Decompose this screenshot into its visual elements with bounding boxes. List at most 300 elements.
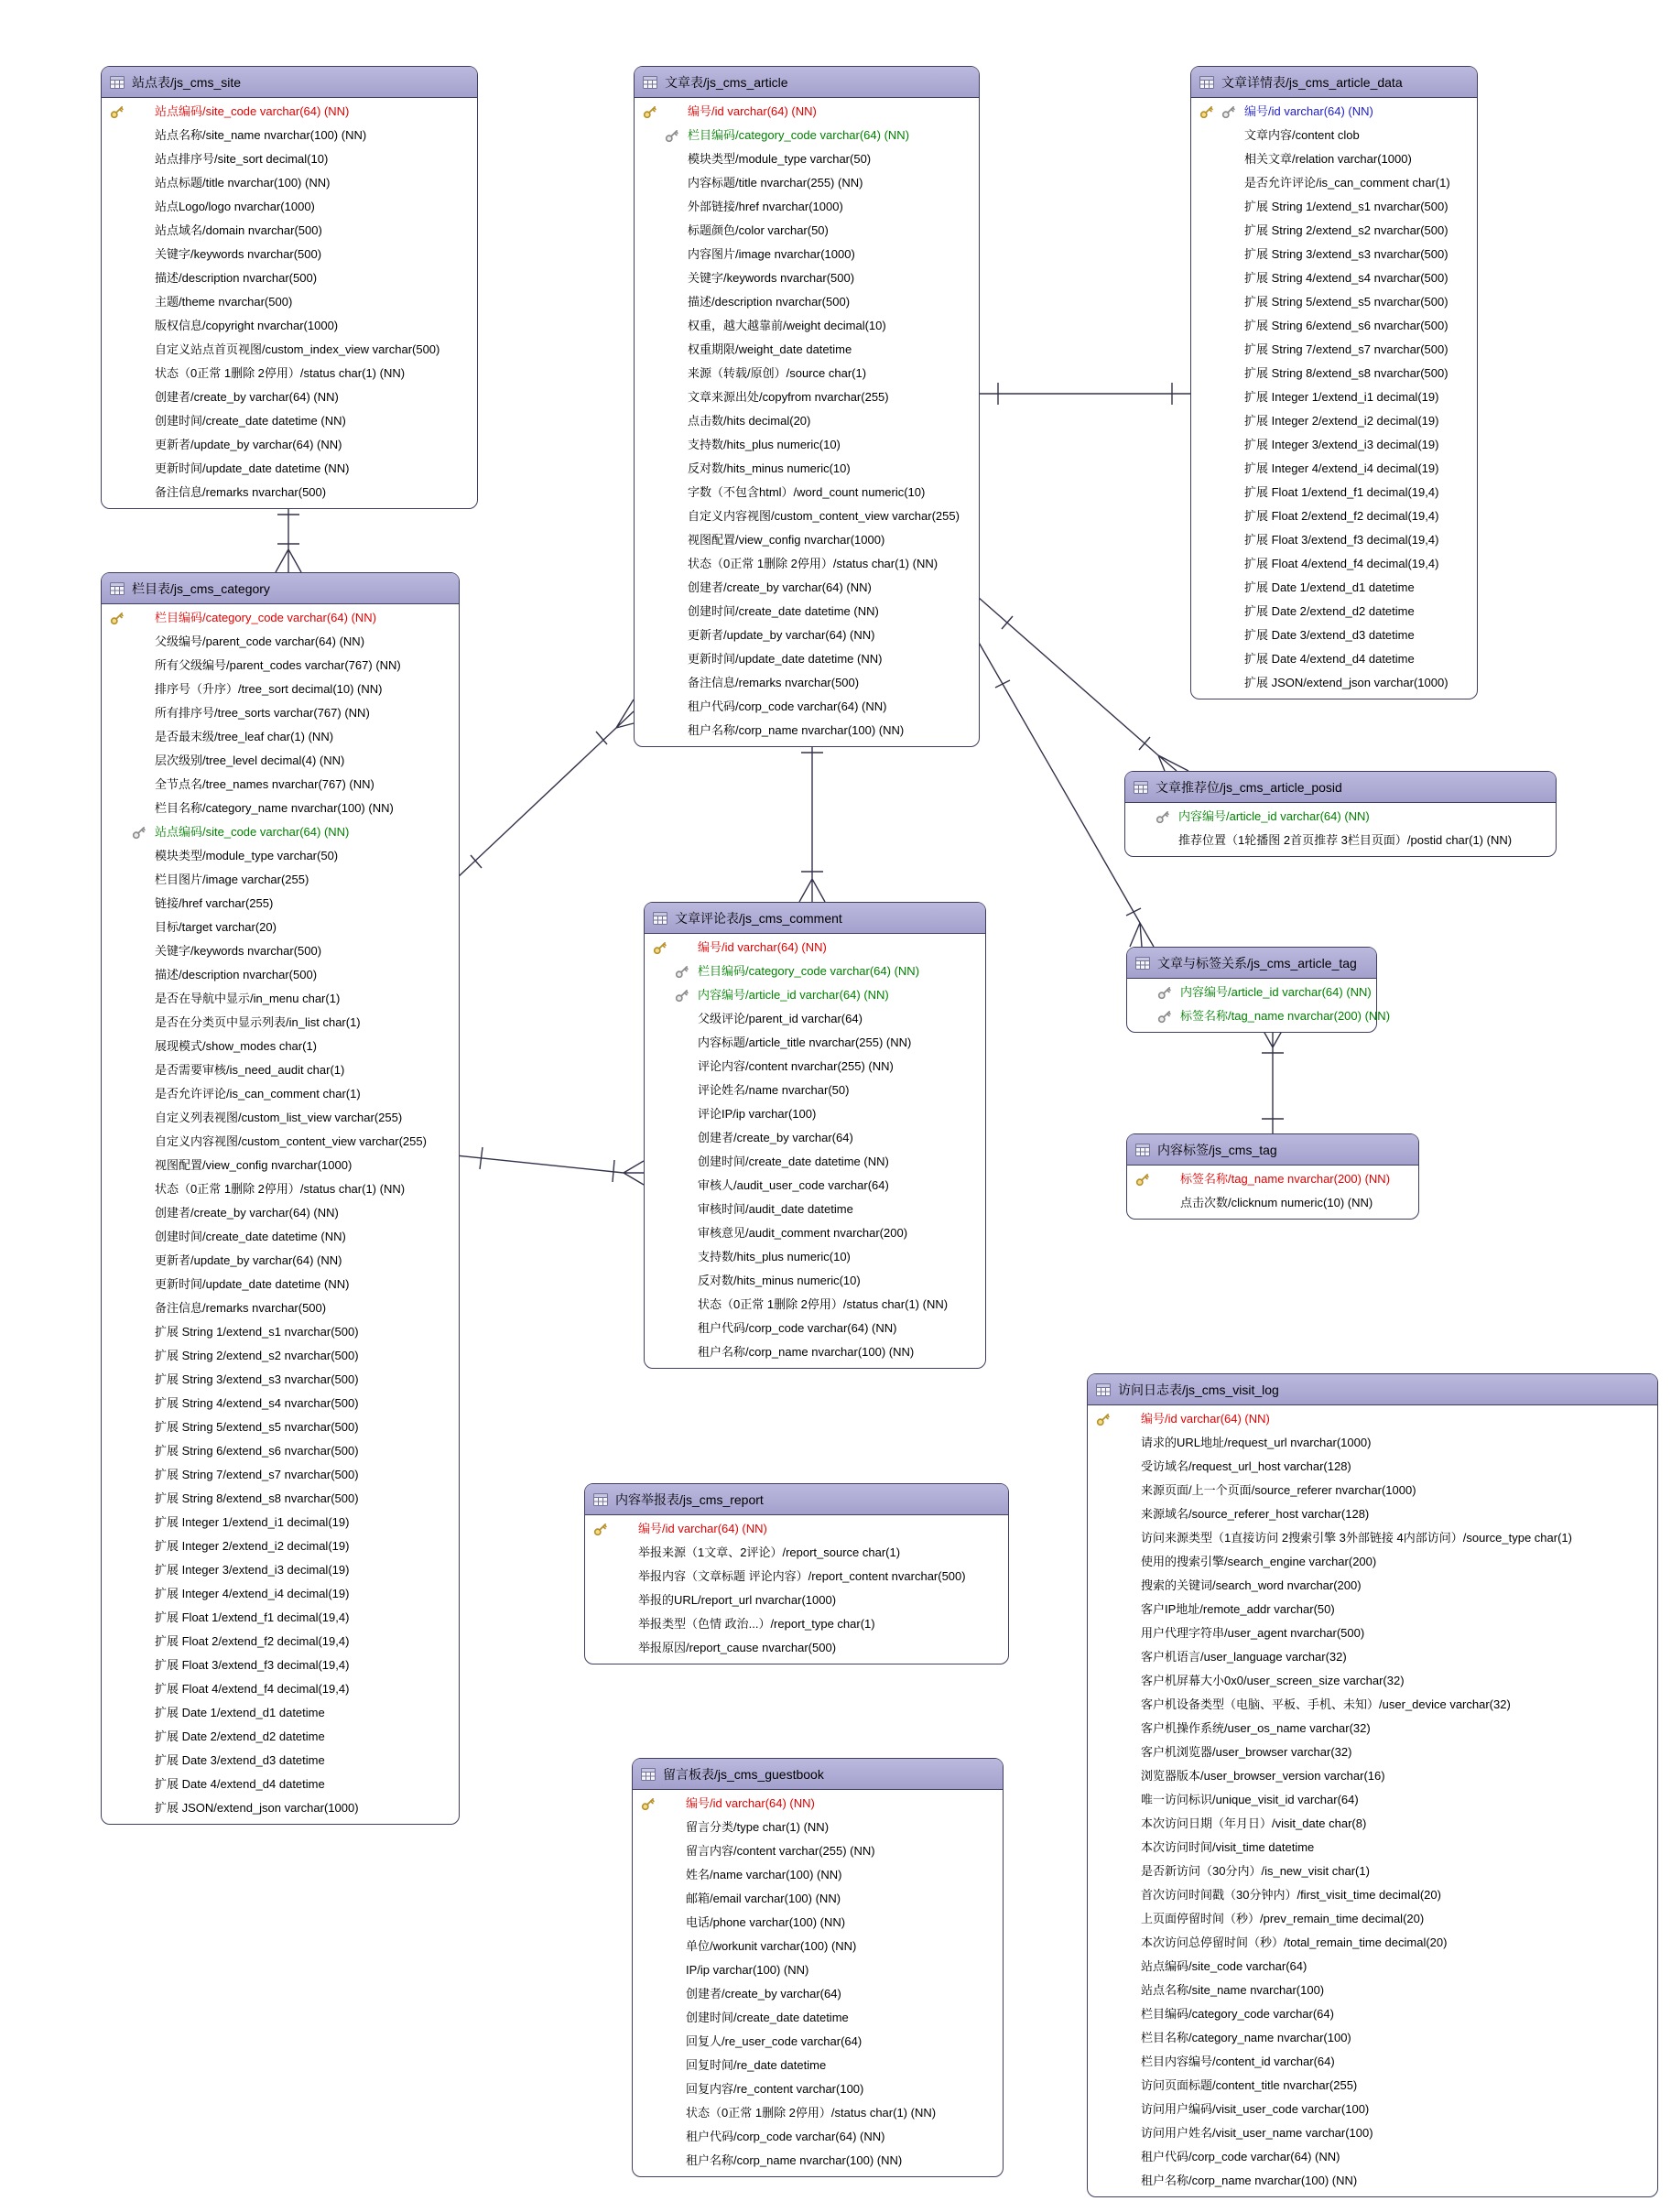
column-row[interactable] (635, 433, 979, 457)
column-row[interactable] (102, 916, 459, 939)
column-row[interactable] (102, 1225, 459, 1249)
relation-category-comment (456, 1147, 644, 1185)
column-row[interactable] (1191, 671, 1477, 695)
column-definition: 扩展 Float 1/extend_f1 decimal(19,4) (1244, 485, 1439, 499)
column-definition: 扩展 String 6/extend_s6 nvarchar(500) (155, 1444, 359, 1458)
column-row[interactable] (102, 100, 477, 124)
column-row[interactable] (102, 1701, 459, 1725)
column-row[interactable] (645, 1007, 985, 1031)
column-row[interactable] (585, 1636, 1008, 1660)
column-definition: 租户名称/corp_name nvarchar(100) (NN) (1141, 2174, 1358, 2187)
column-row[interactable] (1088, 1907, 1657, 1931)
entity-table-js_cms_report[interactable] (584, 1483, 1009, 1664)
column-row[interactable] (102, 1368, 459, 1392)
column-definition: 举报内容（文章标题 评论内容）/report_content nvarchar(500) (638, 1569, 966, 1583)
column-row[interactable] (633, 2101, 1003, 2125)
column-definition: 扩展 Float 3/extend_f3 decimal(19,4) (155, 1658, 350, 1672)
column-row[interactable] (102, 1011, 459, 1035)
column-row[interactable] (645, 1174, 985, 1198)
column-row[interactable] (645, 1079, 985, 1102)
column-row[interactable] (1191, 195, 1477, 219)
column-row[interactable] (635, 266, 979, 290)
column-row[interactable] (102, 1106, 459, 1130)
column-row[interactable] (102, 457, 477, 481)
relation-article-posid (978, 597, 1188, 771)
column-definition: 客户机浏览器/user_browser varchar(32) (1141, 1745, 1352, 1759)
column-row[interactable] (1088, 2121, 1657, 2145)
column-definition: 文章内容/content clob (1244, 128, 1360, 142)
column-row[interactable] (1088, 2169, 1657, 2193)
column-row[interactable] (633, 1816, 1003, 1839)
column-row[interactable] (585, 1541, 1008, 1565)
column-row[interactable] (645, 983, 985, 1007)
column-definition: 来源（转载/原创）/source char(1) (688, 366, 867, 380)
column-row[interactable] (102, 963, 459, 987)
column-definition: 更新者/update_by varchar(64) (NN) (688, 628, 875, 642)
column-row[interactable] (1088, 1764, 1657, 1788)
column-row[interactable] (633, 1887, 1003, 1911)
column-row[interactable] (585, 1612, 1008, 1636)
column-row[interactable] (102, 1796, 459, 1820)
column-definition: 栏目编码/category_code varchar(64) (NN) (698, 964, 920, 978)
column-row[interactable] (102, 1558, 459, 1582)
column-row[interactable] (102, 1439, 459, 1463)
column-row[interactable] (633, 1935, 1003, 1958)
column-definition: 访问页面标题/content_title nvarchar(255) (1141, 2078, 1358, 2092)
column-row[interactable] (633, 1982, 1003, 2006)
column-row[interactable] (102, 654, 459, 678)
column-definition: 租户名称/corp_name nvarchar(100) (NN) (698, 1345, 915, 1359)
column-row[interactable] (1191, 171, 1477, 195)
table-grid-icon (653, 912, 667, 925)
column-definition: 更新时间/update_date datetime (NN) (688, 652, 883, 666)
column-definition: 内容编号/article_id varchar(64) (NN) (1178, 809, 1370, 823)
column-row[interactable] (1088, 1883, 1657, 1907)
column-row[interactable] (102, 1725, 459, 1749)
column-row[interactable] (102, 409, 477, 433)
column-row[interactable] (1191, 362, 1477, 385)
column-row[interactable] (102, 1035, 459, 1058)
table-header[interactable] (1125, 772, 1556, 803)
column-definition: 自定义内容视图/custom_content_view varchar(255) (688, 509, 960, 523)
column-row[interactable] (1127, 981, 1376, 1004)
column-row[interactable] (1088, 1479, 1657, 1502)
column-row[interactable] (102, 1130, 459, 1154)
column-row[interactable] (102, 892, 459, 916)
table-header[interactable] (585, 1484, 1008, 1515)
column-row[interactable] (1127, 1167, 1418, 1191)
column-definition: 扩展 Integer 3/extend_i3 decimal(19) (155, 1563, 350, 1577)
column-row[interactable] (1088, 2002, 1657, 2026)
table-header[interactable] (1127, 1134, 1418, 1166)
column-definition: 状态（0正常 1删除 2停用）/status char(1) (NN) (686, 2106, 937, 2120)
column-definition: 用户代理字符串/user_agent nvarchar(500) (1141, 1626, 1365, 1640)
column-definition: 排序号（升序）/tree_sort decimal(10) (NN) (155, 682, 383, 696)
column-row[interactable] (635, 623, 979, 647)
column-row[interactable] (1127, 1191, 1418, 1215)
entity-table-js_cms_article_tag[interactable] (1126, 947, 1391, 1033)
column-row[interactable] (1088, 1836, 1657, 1860)
column-row[interactable] (645, 1126, 985, 1150)
table-grid-icon (1096, 1383, 1111, 1396)
column-definition: 上页面停留时间（秒）/prev_remain_time decimal(20) (1141, 1912, 1425, 1925)
column-row[interactable] (1088, 2026, 1657, 2050)
column-row[interactable] (1088, 1407, 1657, 1431)
column-definition: 目标/target varchar(20) (155, 920, 277, 934)
column-row[interactable] (633, 1863, 1003, 1887)
column-row[interactable] (102, 773, 459, 797)
column-row[interactable] (635, 647, 979, 671)
column-definition: 扩展 JSON/extend_json varchar(1000) (1244, 676, 1449, 689)
column-row[interactable] (102, 243, 477, 266)
entity-table-js_cms_guestbook[interactable] (632, 1758, 1004, 2177)
column-row[interactable] (1191, 147, 1477, 171)
column-row[interactable] (102, 1201, 459, 1225)
column-definition: 更新者/update_by varchar(64) (NN) (155, 438, 342, 451)
column-row[interactable] (633, 1911, 1003, 1935)
column-row[interactable] (635, 314, 979, 338)
column-definition: 举报的URL/report_url nvarchar(1000) (638, 1593, 837, 1607)
column-row[interactable] (1088, 1740, 1657, 1764)
column-row[interactable] (102, 1773, 459, 1796)
column-definition: 是否需要审核/is_need_audit char(1) (155, 1063, 345, 1077)
column-row[interactable] (102, 844, 459, 868)
column-row[interactable] (102, 630, 459, 654)
column-row[interactable] (1088, 1526, 1657, 1550)
column-row[interactable] (635, 481, 979, 504)
column-row[interactable] (633, 1839, 1003, 1863)
column-definition: 邮箱/email varchar(100) (NN) (686, 1892, 841, 1905)
column-row[interactable] (1088, 1931, 1657, 1955)
table-header[interactable] (633, 1759, 1003, 1790)
column-row[interactable] (1088, 1693, 1657, 1717)
column-row[interactable] (102, 1534, 459, 1558)
column-row[interactable] (645, 936, 985, 960)
column-definition: 举报类型（色情 政治...）/report_type char(1) (638, 1617, 875, 1631)
column-row[interactable] (1088, 1788, 1657, 1812)
column-row[interactable] (1191, 552, 1477, 576)
column-row[interactable] (633, 2030, 1003, 2054)
column-row[interactable] (1191, 409, 1477, 433)
column-row[interactable] (102, 939, 459, 963)
column-row[interactable] (1088, 1955, 1657, 1979)
column-row[interactable] (1088, 1550, 1657, 1574)
column-row[interactable] (1191, 385, 1477, 409)
column-definition: 扩展 Float 4/extend_f4 decimal(19,4) (155, 1682, 350, 1696)
column-definition: 扩展 String 7/extend_s7 nvarchar(500) (1244, 342, 1449, 356)
column-row[interactable] (102, 481, 477, 504)
column-row[interactable] (645, 1340, 985, 1364)
column-row[interactable] (633, 2054, 1003, 2077)
column-definition: 租户名称/corp_name nvarchar(100) (NN) (686, 2153, 903, 2167)
column-row[interactable] (1125, 805, 1556, 829)
column-definition: 客户IP地址/remote_addr varchar(50) (1141, 1602, 1335, 1616)
column-row[interactable] (635, 195, 979, 219)
column-row[interactable] (585, 1589, 1008, 1612)
entity-table-js_cms_visit_log[interactable] (1087, 1373, 1658, 2197)
table-header[interactable] (1127, 948, 1376, 979)
column-definition: 唯一访问标识/unique_visit_id varchar(64) (1141, 1793, 1359, 1806)
column-row[interactable] (102, 1511, 459, 1534)
column-row[interactable] (1088, 1502, 1657, 1526)
column-row[interactable] (102, 797, 459, 820)
column-row[interactable] (635, 719, 979, 743)
column-row[interactable] (635, 457, 979, 481)
column-row[interactable] (102, 820, 459, 844)
column-row[interactable] (102, 1630, 459, 1654)
column-row[interactable] (102, 1654, 459, 1677)
column-row[interactable] (585, 1565, 1008, 1589)
column-row[interactable] (1088, 1598, 1657, 1621)
column-row[interactable] (102, 1749, 459, 1773)
column-row[interactable] (1191, 457, 1477, 481)
column-row[interactable] (102, 987, 459, 1011)
column-row[interactable] (102, 1677, 459, 1701)
column-definition: 状态（0正常 1删除 2停用）/status char(1) (NN) (155, 1182, 406, 1196)
column-row[interactable] (635, 695, 979, 719)
column-row[interactable] (1088, 1621, 1657, 1645)
table-header[interactable] (1191, 67, 1477, 98)
column-definition: 所有父级编号/parent_codes varchar(767) (NN) (155, 658, 401, 672)
column-row[interactable] (102, 266, 477, 290)
column-row[interactable] (102, 1082, 459, 1106)
column-definition: 外部链接/href nvarchar(1000) (688, 200, 843, 213)
table-header[interactable] (635, 67, 979, 98)
entity-table-js_cms_site[interactable] (101, 66, 478, 509)
entity-table-js_cms_article[interactable] (634, 66, 980, 747)
column-definition: 扩展 String 8/extend_s8 nvarchar(500) (155, 1491, 359, 1505)
column-row[interactable] (1088, 1645, 1657, 1669)
foreign-key-icon (1154, 808, 1172, 826)
column-row[interactable] (1088, 1431, 1657, 1455)
column-definition: 创建者/create_by varchar(64) (686, 1987, 841, 2001)
column-row[interactable] (635, 362, 979, 385)
column-row[interactable] (1088, 1979, 1657, 2002)
column-row[interactable] (635, 243, 979, 266)
column-definition: 是否最末级/tree_leaf char(1) (NN) (155, 730, 334, 743)
column-row[interactable] (102, 433, 477, 457)
column-row[interactable] (1088, 2145, 1657, 2169)
column-row[interactable] (635, 385, 979, 409)
column-row[interactable] (1088, 1455, 1657, 1479)
column-definition: 创建时间/create_date datetime (686, 2011, 849, 2024)
column-row[interactable] (102, 725, 459, 749)
column-row[interactable] (635, 504, 979, 528)
column-definition: 扩展 Integer 2/extend_i2 decimal(19) (1244, 414, 1439, 428)
column-row[interactable] (1191, 124, 1477, 147)
column-row[interactable] (1088, 1717, 1657, 1740)
column-row[interactable] (635, 147, 979, 171)
column-row[interactable] (102, 606, 459, 630)
column-row[interactable] (1191, 433, 1477, 457)
column-definition: 展现模式/show_modes char(1) (155, 1039, 317, 1053)
column-row[interactable] (102, 701, 459, 725)
column-row[interactable] (1191, 528, 1477, 552)
column-definition: 创建者/create_by varchar(64) (NN) (155, 1206, 339, 1220)
table-columns (635, 98, 979, 746)
column-definition: 栏目编码/category_code varchar(64) (NN) (688, 128, 910, 142)
column-definition: 站点编码/site_code varchar(64) (NN) (155, 825, 350, 839)
column-row[interactable] (102, 385, 477, 409)
column-row[interactable] (1088, 1860, 1657, 1883)
column-row[interactable] (635, 576, 979, 600)
table-columns (1127, 1166, 1418, 1219)
column-row[interactable] (102, 1177, 459, 1201)
column-row[interactable] (645, 1102, 985, 1126)
column-row[interactable] (633, 2077, 1003, 2101)
column-definition: 扩展 String 3/extend_s3 nvarchar(500) (1244, 247, 1449, 261)
column-row[interactable] (102, 1296, 459, 1320)
column-row[interactable] (102, 1415, 459, 1439)
column-row[interactable] (645, 1293, 985, 1317)
column-row[interactable] (633, 1958, 1003, 1982)
column-row[interactable] (645, 1055, 985, 1079)
column-definition: 回复人/re_user_code varchar(64) (686, 2034, 863, 2048)
column-row[interactable] (102, 171, 477, 195)
column-definition: 扩展 Integer 4/extend_i4 decimal(19) (155, 1587, 350, 1600)
column-row[interactable] (1191, 576, 1477, 600)
column-definition: 关键字/keywords nvarchar(500) (155, 247, 322, 261)
table-header[interactable] (102, 67, 477, 98)
column-row[interactable] (1088, 1574, 1657, 1598)
column-row[interactable] (102, 147, 477, 171)
column-definition: 标签名称/tag_name nvarchar(200) (NN) (1180, 1009, 1391, 1023)
column-definition: 权重，越大越靠前/weight decimal(10) (688, 319, 886, 332)
column-row[interactable] (1191, 647, 1477, 671)
column-row[interactable] (645, 1031, 985, 1055)
column-row[interactable] (102, 1463, 459, 1487)
column-definition: 单位/workunit varchar(100) (NN) (686, 1939, 857, 1953)
table-header[interactable] (645, 903, 985, 934)
column-definition: 描述/description nvarchar(500) (155, 271, 318, 285)
column-row[interactable] (1088, 1669, 1657, 1693)
column-row[interactable] (1191, 504, 1477, 528)
column-row[interactable] (1088, 1812, 1657, 1836)
column-row[interactable] (635, 409, 979, 433)
column-row[interactable] (1191, 600, 1477, 623)
column-row[interactable] (1191, 100, 1477, 124)
column-row[interactable] (1191, 481, 1477, 504)
column-definition: 版权信息/copyright nvarchar(1000) (155, 319, 339, 332)
column-row[interactable] (585, 1517, 1008, 1541)
column-row[interactable] (102, 124, 477, 147)
column-row[interactable] (645, 1198, 985, 1221)
column-definition: 扩展 Date 2/extend_d2 datetime (1244, 604, 1415, 618)
column-definition: 备注信息/remarks nvarchar(500) (155, 1301, 327, 1315)
column-row[interactable] (102, 749, 459, 773)
column-row[interactable] (635, 528, 979, 552)
column-row[interactable] (645, 960, 985, 983)
primary-key-icon (591, 1520, 610, 1538)
column-row[interactable] (1125, 829, 1556, 852)
column-row[interactable] (645, 1317, 985, 1340)
column-row[interactable] (645, 1245, 985, 1269)
column-definition: 租户代码/corp_code varchar(64) (NN) (698, 1321, 897, 1335)
column-row[interactable] (102, 1249, 459, 1273)
column-row[interactable] (1191, 314, 1477, 338)
column-row[interactable] (1191, 290, 1477, 314)
column-definition: 是否允许评论/is_can_comment char(1) (155, 1087, 361, 1101)
column-row[interactable] (102, 1487, 459, 1511)
entity-table-js_cms_comment[interactable] (644, 902, 986, 1369)
column-row[interactable] (102, 1058, 459, 1082)
column-row[interactable] (102, 1273, 459, 1296)
column-row[interactable] (1088, 2074, 1657, 2098)
primary-key-icon (1134, 1170, 1152, 1188)
column-definition: 扩展 Date 3/extend_d3 datetime (155, 1753, 325, 1767)
column-row[interactable] (635, 338, 979, 362)
column-row[interactable] (635, 219, 979, 243)
column-row[interactable] (102, 314, 477, 338)
column-row[interactable] (102, 1344, 459, 1368)
table-header[interactable] (102, 573, 459, 604)
column-row[interactable] (635, 600, 979, 623)
column-row[interactable] (102, 868, 459, 892)
column-row[interactable] (102, 338, 477, 362)
column-row[interactable] (102, 1582, 459, 1606)
foreign-key-icon (673, 986, 691, 1004)
entity-table-js_cms_article_data[interactable] (1190, 66, 1478, 699)
relation-category-article (456, 699, 634, 879)
primary-key-icon (1094, 1410, 1112, 1428)
column-row[interactable] (102, 219, 477, 243)
column-row[interactable] (645, 1221, 985, 1245)
column-row[interactable] (102, 362, 477, 385)
column-row[interactable] (635, 100, 979, 124)
column-row[interactable] (1191, 243, 1477, 266)
column-row[interactable] (633, 2149, 1003, 2173)
column-row[interactable] (102, 1320, 459, 1344)
table-header[interactable] (1088, 1374, 1657, 1405)
column-row[interactable] (633, 1792, 1003, 1816)
column-definition: 来源域名/source_referer_host varchar(128) (1141, 1507, 1370, 1521)
column-row[interactable] (1088, 2050, 1657, 2074)
column-row[interactable] (635, 290, 979, 314)
column-row[interactable] (633, 2125, 1003, 2149)
column-row[interactable] (635, 124, 979, 147)
column-row[interactable] (1191, 266, 1477, 290)
column-row[interactable] (102, 1392, 459, 1415)
column-row[interactable] (102, 195, 477, 219)
column-row[interactable] (645, 1269, 985, 1293)
column-row[interactable] (1127, 1004, 1391, 1028)
column-row[interactable] (635, 171, 979, 195)
column-definition: 父级编号/parent_code varchar(64) (NN) (155, 634, 365, 648)
entity-table-js_cms_tag[interactable] (1126, 1133, 1419, 1220)
column-row[interactable] (1191, 338, 1477, 362)
table-title: 文章与标签关系/js_cms_article_tag (1157, 955, 1357, 970)
column-row[interactable] (1088, 2098, 1657, 2121)
column-row[interactable] (645, 1150, 985, 1174)
column-row[interactable] (1191, 623, 1477, 647)
column-definition: 所有排序号/tree_sorts varchar(767) (NN) (155, 706, 370, 720)
column-row[interactable] (1191, 219, 1477, 243)
column-row[interactable] (102, 1154, 459, 1177)
entity-table-js_cms_article_posid[interactable] (1124, 771, 1557, 857)
column-definition: 视图配置/view_config nvarchar(1000) (155, 1158, 353, 1172)
column-definition: 内容标题/title nvarchar(255) (NN) (688, 176, 863, 190)
column-row[interactable] (102, 678, 459, 701)
table-title: 文章表/js_cms_article (665, 74, 788, 90)
entity-table-js_cms_category[interactable] (101, 572, 460, 1825)
column-row[interactable] (635, 552, 979, 576)
column-definition: 是否新访问（30分内）/is_new_visit char(1) (1141, 1864, 1370, 1878)
column-row[interactable] (633, 2006, 1003, 2030)
column-row[interactable] (102, 1606, 459, 1630)
column-definition: 状态（0正常 1删除 2停用）/status char(1) (NN) (688, 557, 939, 570)
column-row[interactable] (102, 290, 477, 314)
column-row[interactable] (635, 671, 979, 695)
